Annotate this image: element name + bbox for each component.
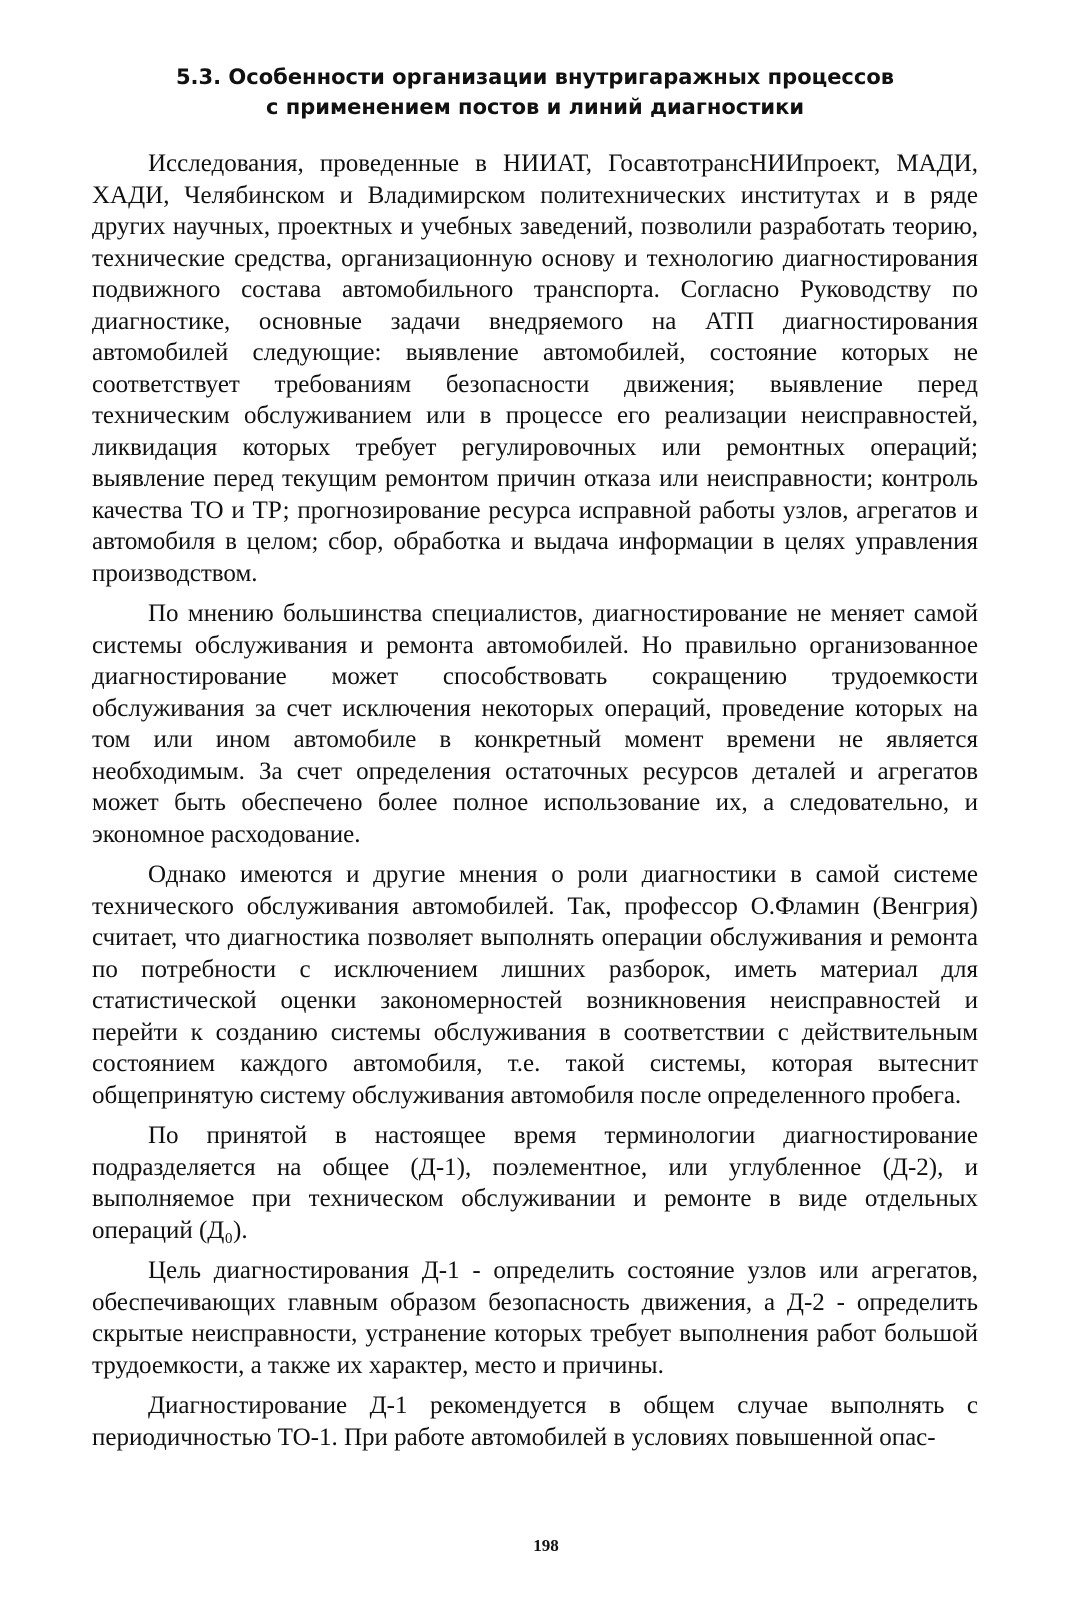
- document-page: [92, 62, 978, 1562]
- paragraph-5: Цель диагностирования Д-1 - определить состояние узлов или агрегатов, обеспечивающих главным образом безопасность движения, а Д-2 - определить скрытые неисправности, устранение которых требует выполнения работ большой трудоемкости, а также их характер, место и причины.: [92, 1257, 978, 1379]
- section-heading-line-2: с применением постов и линий диагностики: [265, 95, 805, 119]
- paragraph-2: По мнению большинства специалистов, диагностирование не меняет самой системы обслуживания и ремонта автомобилей. Но правильно организованное диагностирование может способствовать сокращению трудоемкости обслуживания за счет исключения некоторых операций, проведение которых на том или ином автомобиле в конкретный момент времени не является необходимым. За счет определения остаточных ресурсов деталей и агрегатов может быть обеспечено более полное использование их, а следовательно, и экономное расходование.: [92, 600, 978, 848]
- section-heading: [92, 62, 978, 122]
- paragraph-6: Диагностирование Д-1 рекомендуется в общем случае выполнять с периодичностью ТО-1. При работе автомобилей в условиях повышенной опас-: [92, 1392, 978, 1451]
- paragraph-1: Исследования, проведенные в НИИАТ, ГосавтотрансНИИпроект, МАДИ, ХАДИ, Челябинском и Владимирском политехнических институтах и в ряде других научных, проектных и учебных заведений, позволили разработать теорию, технические средства, организационную основу и технологию диагностирования подвижного состава автомобильного транспорта. Согласно Руководству по диагностике, основные задачи внедряемого на АТП диагностирования автомобилей следующие: выявление автомобилей, состояние которых не соответствует требованиям безопасности движения; выявление перед техническим обслуживанием или в процессе его реализации неисправностей, ликвидация которых требует регулировочных или ремонтных операций; выявление перед текущим ремонтом причин отказа или неисправности; контроль качества ТО и ТР; прогнозирование ресурса исправной работы узлов, агрегатов и автомобиля в целом; сбор, обработка и выдача информации в целях управления производством.: [92, 150, 978, 587]
- paragraph-4: По принятой в настоящее время терминологии диагностирование подразделяется на общее (Д-1), поэлементное, или углубленное (Д-2), и выполняемое при техническом обслуживании и ремонте в виде отдельных операций (Д₀).: [92, 1122, 978, 1244]
- page-number: 198: [533, 1536, 559, 1555]
- paragraph-3: Однако имеются и другие мнения о роли диагностики в самой системе технического обслуживания автомобилей. Так, профессор О.Фламин (Венгрия) считает, что диагностика позволяет выполнять операции обслуживания и ремонта по потребности с исключением лишних разборок, иметь материал для статистической оценки закономерностей возникновения неисправностей и перейти к созданию системы обслуживания в соответствии с действительным состоянием каждого автомобиля, т.е. такой системы, которая вытеснит общепринятую систему обслуживания автомобиля после определенного пробега.: [92, 861, 978, 1109]
- section-heading-line-1: 5.3. Особенности организации внутригаражных процессов: [175, 65, 895, 89]
- body-text: [92, 148, 978, 1453]
